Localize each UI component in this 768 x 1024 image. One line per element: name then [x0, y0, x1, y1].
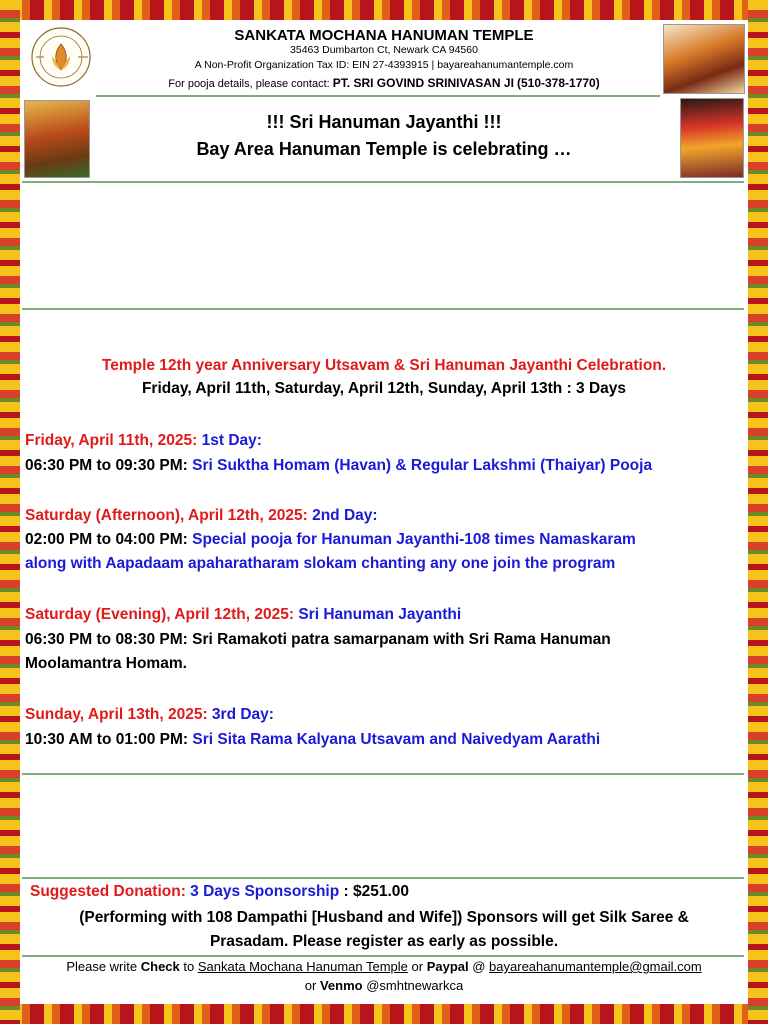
- day-1-program: [25, 457, 652, 475]
- day-2-time: 02:00 PM to 04:00 PM:: [25, 531, 188, 548]
- day-1-description: Sri Suktha Homam (Havan) & Regular Lakshmi (Thaiyar) Pooja: [192, 457, 653, 474]
- jayanthi-evening-program-cont: [25, 655, 187, 673]
- donation-label: Suggested Donation:: [30, 883, 186, 900]
- divider: [22, 955, 744, 957]
- day-1-heading: [25, 432, 262, 450]
- day-2-program-cont: [25, 555, 615, 573]
- contact-prefix: For pooja details, please contact:: [168, 78, 330, 90]
- temple-address: 35463 Dumbarton Ct, Newark CA 94560: [290, 44, 478, 56]
- payee-name: Sankata Mochana Hanuman Temple: [197, 959, 408, 974]
- contact-name: PT. SRI GOVIND SRINIVASAN JI: [332, 76, 514, 90]
- donation-amount: $251.00: [352, 883, 409, 900]
- deity-image-left: [24, 100, 90, 178]
- jayanthi-evening-date: Saturday (Evening), April 12th, 2025:: [25, 606, 295, 623]
- decorative-border-left: [0, 0, 20, 1024]
- donation-line: [30, 883, 409, 901]
- paypal-label: Paypal: [426, 959, 469, 974]
- contact-phone: (510-378-1770): [516, 76, 600, 90]
- jayanthi-evening-heading: [25, 606, 461, 624]
- divider: [22, 773, 744, 775]
- jayanthi-evening-description: Sri Ramakoti patra samarpanam with Sri Rama Hanuman: [192, 631, 611, 648]
- hanuman-deity-image-right: [680, 98, 744, 178]
- decorative-border-top: [0, 0, 768, 20]
- divider: [22, 877, 744, 879]
- day-3-date: Sunday, April 13th, 2025:: [25, 706, 208, 723]
- check-label: Check: [140, 959, 180, 974]
- jayanthi-evening-tag: Sri Hanuman Jayanthi: [298, 606, 462, 623]
- payment-text: or: [407, 959, 427, 974]
- event-days: Friday, April 11th, Saturday, April 12th, Sunday, April 13th : 3 Days: [141, 380, 627, 397]
- divider: [22, 181, 744, 183]
- day-3-description: Sri Sita Rama Kalyana Utsavam and Naivedyam Aarathi: [192, 731, 601, 748]
- venmo-handle: @smhtnewarkca: [362, 978, 464, 993]
- event-title: Temple 12th year Anniversary Utsavam & Sri Hanuman Jayanthi Celebration.: [101, 357, 667, 374]
- paypal-email-link[interactable]: bayareahanumantemple@gmail.com: [489, 959, 702, 974]
- day-3-tag: 3rd Day:: [211, 706, 274, 723]
- donation-separator: :: [339, 883, 353, 900]
- day-2-heading: [25, 507, 378, 525]
- divider: [22, 308, 744, 310]
- contact-line: [150, 76, 618, 90]
- day-2-tag: 2nd Day:: [312, 507, 378, 524]
- temple-name: SANKATA MOCHANA HANUMAN TEMPLE: [234, 27, 534, 44]
- jayanthi-evening-description-cont: Moolamantra Homam.: [25, 655, 187, 672]
- payment-text: Please write: [66, 959, 141, 974]
- decorative-border-right: [748, 0, 768, 1024]
- celebration-heading: Bay Area Hanuman Temple is celebrating …: [196, 139, 572, 159]
- temple-flyer-image: [663, 24, 745, 94]
- sponsor-note-cont: Prasadam. Please register as early as possible.: [209, 933, 559, 950]
- divider: [96, 95, 660, 97]
- day-2-description: Special pooja for Hanuman Jayanthi-108 times Namaskaram: [192, 531, 636, 548]
- day-2-program: [25, 531, 636, 549]
- jayanthi-evening-program: [25, 631, 611, 649]
- payment-text: to: [179, 959, 198, 974]
- payment-line: [22, 959, 746, 974]
- sponsor-note: (Performing with 108 Dampathi [Husband and Wife]) Sponsors will get Silk Saree &: [79, 909, 689, 926]
- day-1-date: Friday, April 11th, 2025:: [25, 432, 198, 449]
- venmo-label: Venmo: [319, 978, 363, 993]
- jayanthi-evening-time: 06:30 PM to 08:30 PM:: [25, 631, 188, 648]
- payment-text: or: [304, 978, 320, 993]
- day-2-description-cont: along with Aapadaam apaharatharam slokam chanting any one join the program: [25, 555, 616, 572]
- day-2-date: Saturday (Afternoon), April 12th, 2025:: [25, 507, 308, 524]
- donation-item: 3 Days Sponsorship: [190, 883, 340, 900]
- day-3-heading: [25, 706, 274, 724]
- day-1-tag: 1st Day:: [201, 432, 262, 449]
- day-1-time: 06:30 PM to 09:30 PM:: [25, 457, 188, 474]
- day-3-program: [25, 731, 600, 749]
- venmo-line: [22, 978, 746, 993]
- payment-text: @: [468, 959, 490, 974]
- day-3-time: 10:30 AM to 01:00 PM:: [25, 731, 189, 748]
- temple-logo: [30, 26, 92, 88]
- jayanthi-heading: !!! Sri Hanuman Jayanthi !!!: [266, 112, 502, 132]
- org-info: A Non-Profit Organization Tax ID: EIN 27-4393915 | bayareahanumantemple.com: [194, 59, 574, 71]
- decorative-border-bottom: [0, 1004, 768, 1024]
